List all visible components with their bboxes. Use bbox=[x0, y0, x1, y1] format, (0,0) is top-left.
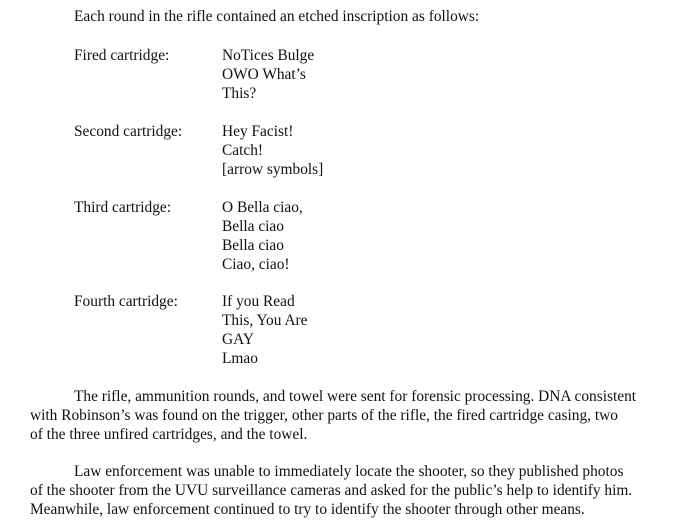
inscription-text bbox=[222, 198, 303, 274]
paragraph-forensics bbox=[30, 387, 670, 445]
paragraph-line: Law enforcement was unable to immediately locate the shooter, so they published photos bbox=[74, 463, 624, 480]
inscription-line: [arrow symbols] bbox=[222, 161, 324, 178]
cartridge-label: Fourth cartridge: bbox=[74, 293, 178, 310]
inscription-line: This? bbox=[222, 85, 257, 102]
cartridge-label: Fired cartridge: bbox=[74, 47, 170, 64]
paragraph-line: of the three unfired cartridges, and the towel. bbox=[30, 426, 308, 444]
inscription-line: GAY bbox=[222, 331, 254, 348]
inscription-line: NoTices Bulge bbox=[222, 47, 315, 64]
cartridge-label: Third cartridge: bbox=[74, 199, 172, 216]
inscription-text bbox=[222, 292, 308, 368]
inscription-text bbox=[222, 122, 323, 179]
paragraph-line: with Robinson’s was found on the trigger, other parts of the rifle, the fired cartridge casing, two bbox=[30, 407, 618, 425]
inscription-line: Catch! bbox=[222, 142, 264, 159]
paragraph-line: The rifle, ammunition rounds, and towel were sent for forensic processing. DNA consistent bbox=[74, 388, 637, 405]
intro-text: Each round in the rifle contained an etched inscription as follows: bbox=[74, 8, 480, 25]
inscription-text bbox=[222, 46, 314, 103]
inscription-line: O Bella ciao, bbox=[222, 199, 303, 216]
paragraph-line: Meanwhile, law enforcement continued to try to identify the shooter through other means. bbox=[30, 501, 585, 519]
inscription-line: Hey Facist! bbox=[222, 123, 294, 140]
paragraph-line: of the shooter from the UVU surveillance cameras and asked for the public’s help to identify him. bbox=[30, 482, 633, 500]
inscription-line: OWO What’s bbox=[222, 66, 306, 83]
inscription-line: Bella ciao bbox=[222, 218, 284, 235]
cartridge-label: Second cartridge: bbox=[74, 123, 183, 140]
inscription-line: Bella ciao bbox=[222, 237, 284, 254]
inscription-line: This, You Are bbox=[222, 312, 308, 329]
paragraph-law-enforcement bbox=[30, 462, 670, 520]
inscription-line: If you Read bbox=[222, 293, 295, 310]
inscription-line: Ciao, ciao! bbox=[222, 256, 290, 273]
inscription-line: Lmao bbox=[222, 350, 258, 367]
